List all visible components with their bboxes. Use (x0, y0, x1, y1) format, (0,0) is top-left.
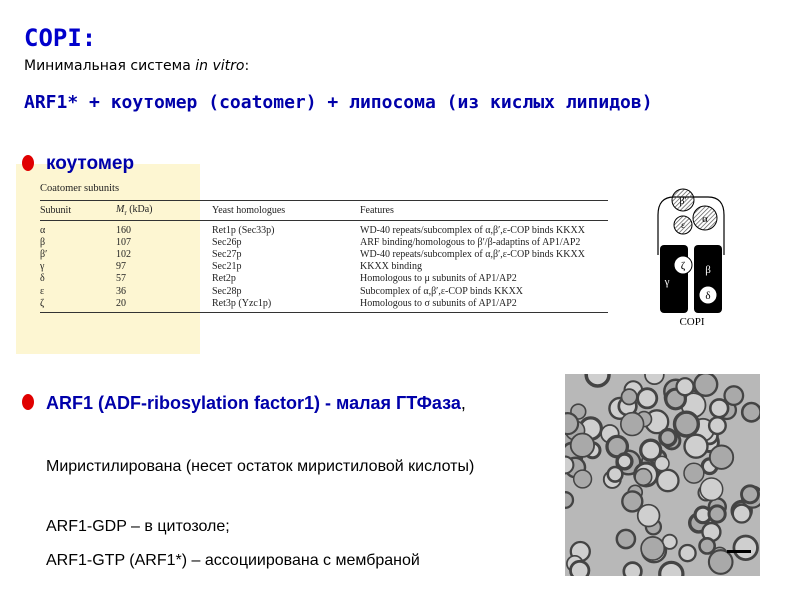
bullet-icon (22, 394, 34, 410)
table-cell: Ret3p (Yzc1p) (212, 298, 360, 313)
vesicle (571, 434, 594, 457)
delta-label: δ (705, 290, 711, 302)
table-row (40, 261, 608, 273)
vesicle (565, 492, 573, 508)
vesicle (565, 457, 573, 474)
vesicle (694, 374, 717, 396)
coatomer-table (40, 183, 608, 313)
vesicle (638, 389, 657, 408)
column-header: $M_r$ (kDa) (116, 201, 212, 221)
vesicle (710, 446, 733, 469)
vesicle (709, 550, 733, 574)
vesicle (608, 467, 623, 482)
vesicle (660, 430, 676, 446)
beta-label: β (705, 264, 711, 276)
vesicle (742, 486, 759, 503)
table-cell: 97 (116, 261, 126, 273)
table-cell: 20 (116, 298, 212, 313)
vesicle (700, 478, 722, 500)
vesicle (571, 561, 589, 576)
table-cell: KKXX binding (360, 261, 422, 273)
table-caption: Coatomer subunits (40, 183, 120, 194)
arf-gtp-text: ARF1-GTP (ARF1*) – ассоциирована с мембраной (46, 552, 420, 569)
table-cell: 57 (116, 273, 126, 285)
vesicle (622, 389, 637, 404)
table-cell: β (40, 237, 46, 249)
table-row (40, 237, 608, 249)
vesicle (733, 505, 751, 523)
table-cell: WD-40 repeats/subcomplex of α,β′,ε-COP binds KKXX (360, 225, 585, 237)
vesicle (641, 537, 664, 560)
arf-myristoylation-text: Миристилирована (несет остаток миристиловой кислоты) (46, 458, 475, 475)
column-header: Subunit (40, 201, 116, 221)
arf-heading: ARF1 (ADF-ribosylation factor1) - малая ГТФаза, (46, 393, 466, 413)
vesicle (617, 454, 632, 469)
vesicle (734, 536, 758, 560)
vesicle (574, 470, 592, 488)
table-cell: ζ (40, 298, 116, 313)
vesicle (709, 506, 725, 522)
vesicle (622, 491, 642, 511)
vesicle (565, 413, 578, 434)
bullet-icon (22, 155, 34, 171)
vesicle (700, 538, 715, 553)
vesicle (657, 470, 678, 491)
alpha-label: α (702, 213, 708, 225)
table-cell: 102 (116, 249, 131, 261)
table-cell: β′ (40, 249, 48, 261)
vesicle (617, 530, 635, 548)
vesicle (710, 399, 728, 417)
scale-bar (727, 550, 751, 553)
column-header: Yeast homologues (212, 201, 360, 221)
table-cell: γ (40, 261, 45, 273)
table-cell: Sec28p (212, 285, 242, 297)
epsilon-label: ε (681, 220, 685, 230)
copi-caption: COPI (679, 316, 705, 327)
vesicle (685, 435, 708, 458)
table-cell: WD-40 repeats/subcomplex of α,β′,ε-COP binds KKXX (360, 249, 585, 261)
vesicle (624, 563, 642, 576)
table-row (40, 273, 608, 285)
micrograph-image (565, 374, 760, 576)
vesicle (675, 412, 699, 436)
vesicle (684, 463, 704, 483)
vesicle (655, 456, 669, 470)
column-header: Features (360, 201, 608, 221)
table-cell: Homologous to μ subunits of AP1/AP2 (360, 273, 517, 285)
table-cell: ε (40, 285, 45, 297)
table-cell: Sec27p (212, 249, 242, 261)
vesicle (586, 374, 609, 386)
table-cell: ARF binding/homologous to β′/β-adaptins of AP1/AP2 (360, 237, 581, 249)
table-row (40, 285, 608, 297)
table-cell: Homologous to σ subunits of AP1/AP2 (360, 298, 608, 313)
table-cell: Ret1p (Sec33p) (212, 225, 275, 237)
table-cell: Sec26p (212, 237, 242, 249)
vesicle (645, 374, 664, 384)
table-cell: δ (40, 273, 45, 285)
table-cell: Sec21p (212, 261, 242, 273)
table-cell: 36 (116, 285, 126, 297)
table-cell: Ret2p (212, 273, 236, 285)
vesicle (621, 413, 644, 436)
copi-diagram (650, 185, 732, 327)
coatomer-label: коутомер (46, 153, 135, 174)
beta-prime-label: β′ (679, 196, 687, 207)
formula: ARF1* + коутомер (coatomer) + липосома (из кислых липидов) (24, 92, 653, 113)
vesicle (660, 562, 683, 576)
table-row (40, 221, 608, 238)
vesicle (742, 403, 760, 421)
vesicle (677, 378, 694, 395)
vesicle (679, 545, 695, 561)
zeta-label: ζ (680, 260, 686, 272)
table-cell: Subcomplex of α,β′,ε-COP binds KKXX (360, 285, 524, 297)
table-cell: 107 (116, 237, 131, 249)
table-cell: 160 (116, 225, 131, 237)
subtitle: Минимальная система in vitro: (24, 58, 250, 74)
vesicle (709, 417, 726, 434)
arf-gdp-text: ARF1-GDP – в цитозоле; (46, 518, 230, 535)
electron-micrograph (565, 374, 760, 576)
page-title: COPI: (24, 24, 97, 52)
table-header-row (40, 201, 608, 221)
table-cell: α (40, 225, 46, 237)
vesicle (635, 469, 652, 486)
table-row (40, 298, 608, 313)
table-row (40, 249, 608, 261)
gamma-label: γ (664, 276, 670, 288)
